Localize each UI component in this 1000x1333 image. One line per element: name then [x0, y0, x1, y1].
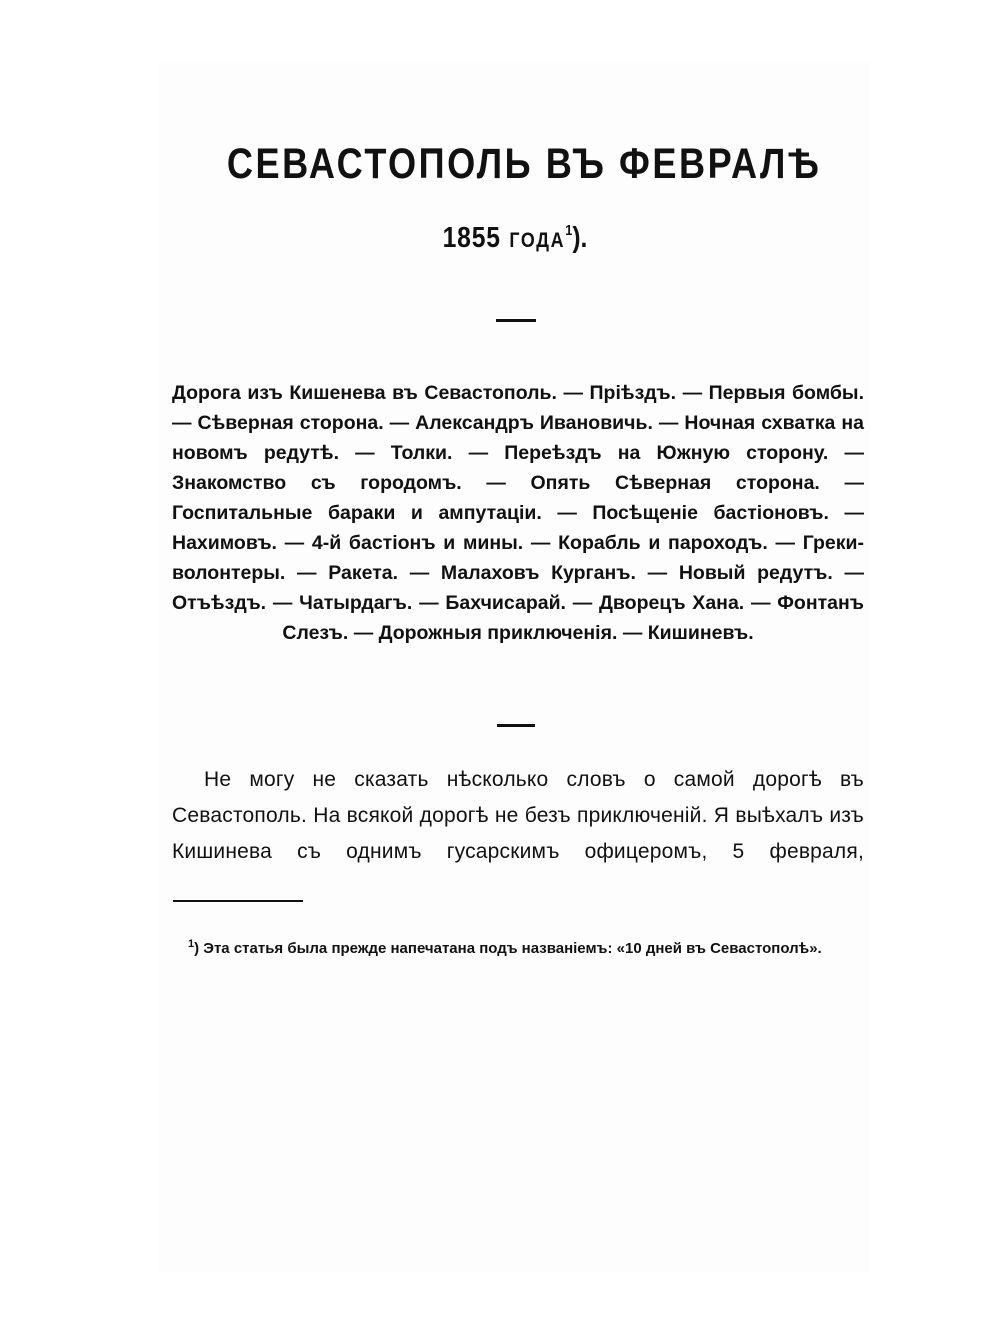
- footnote-rule: [173, 900, 303, 902]
- subtitle-goda: ГОДА: [509, 229, 566, 252]
- footnote-marker: 1: [188, 938, 195, 950]
- chapter-summary: Дорога изъ Кишенева въ Севастополь. — Пріѣздъ. — Первыя бомбы. — Сѣверная сторона. — Александръ Ивановичь. — Ночная схватка на новомъ редутѣ. — Толки. — Переѣздъ на Южную сторону. — Знакомство съ городомъ. — Опять Сѣверная сторона. — Госпитальные бараки и ампутаціи. — Посѣщеніе бастіоновъ. — Нахимовъ. — 4-й бастіонъ и мины. — Корабль и пароходъ. — Греки-волонтеры. — Ракета. — Малаховъ Курганъ. — Новый редутъ. — Отъѣздъ. — Чатырдагъ. — Бахчисарай. — Дворецъ Хана. — Фонтанъ Слезъ. — Дорожныя приключенія. — Кишиневъ.: [172, 382, 864, 644]
- footnote-reference-marker: 1: [565, 222, 573, 239]
- chapter-title: СЕВАСТОПОЛЬ ВЪ ФЕВРАЛѢ: [226, 140, 822, 188]
- separator-dash-top: [496, 319, 536, 322]
- chapter-subtitle: [223, 222, 806, 255]
- separator-dash-bottom: [497, 724, 535, 727]
- footnote: [172, 930, 864, 963]
- footnote-text: ) Эта статья была прежде напечатана подъ названіемъ: «10 дней въ Севастополѣ».: [194, 940, 822, 957]
- subtitle-close-paren: ).: [572, 222, 588, 254]
- body-paragraph: Не могу не сказать нѣсколько словъ о самой дорогѣ въ Севастополь. На всякой дорогѣ не безъ приключеній. Я выѣхалъ изъ Кишинева съ однимъ гусарскимъ офицеромъ, 5 февраля,: [172, 768, 864, 863]
- subtitle-year: 1855: [442, 222, 501, 254]
